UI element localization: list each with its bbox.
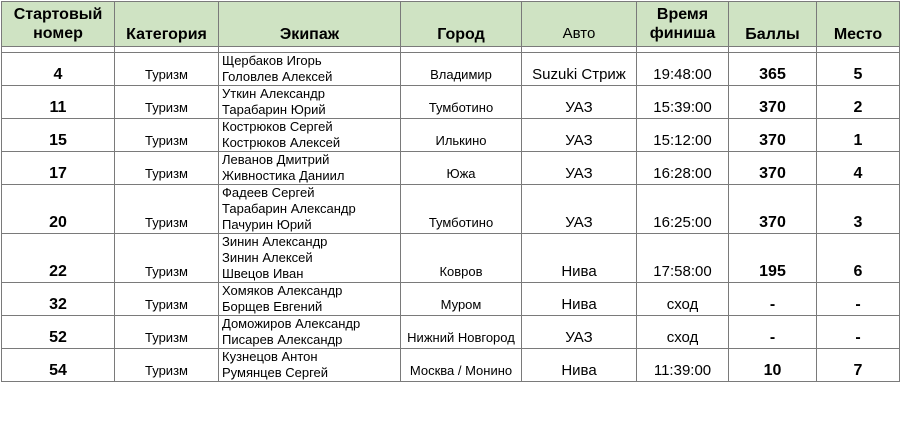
category-cell: Туризм (115, 349, 219, 382)
finish-time-cell: 16:25:00 (637, 185, 729, 234)
finish-time-cell: 19:48:00 (637, 53, 729, 86)
car-cell: УАЗ (522, 119, 637, 152)
finish-time-cell: сход (637, 283, 729, 316)
crew-member: Зинин Александр (222, 234, 328, 249)
points-cell: 195 (729, 234, 817, 283)
crew-member: Кострюков Алексей (222, 135, 341, 150)
city-cell: Москва / Монино (401, 349, 522, 382)
finish-time-cell: 15:39:00 (637, 86, 729, 119)
start-number-cell: 11 (2, 86, 115, 119)
crew-cell (219, 152, 401, 185)
header-car: Авто (522, 2, 637, 47)
header-finish-time: Время финиша (637, 2, 729, 47)
city-cell: Нижний Новгород (401, 316, 522, 349)
start-number-cell: 52 (2, 316, 115, 349)
table-row (2, 152, 900, 185)
header-place: Место (817, 2, 900, 47)
place-cell: 2 (817, 86, 900, 119)
city-cell: Владимир (401, 53, 522, 86)
category-cell: Туризм (115, 119, 219, 152)
place-cell: 3 (817, 185, 900, 234)
car-cell: Нива (522, 349, 637, 382)
crew-member: Уткин Александр (222, 86, 325, 101)
header-city: Город (401, 2, 522, 47)
table-row (2, 316, 900, 349)
table-row (2, 185, 900, 234)
crew-member: Борщев Евгений (222, 299, 323, 314)
crew-cell (219, 86, 401, 119)
city-cell: Илькино (401, 119, 522, 152)
crew-member: Кузнецов Антон (222, 349, 318, 364)
city-cell: Южа (401, 152, 522, 185)
table-row (2, 119, 900, 152)
place-cell: - (817, 316, 900, 349)
crew-cell (219, 234, 401, 283)
category-cell: Туризм (115, 152, 219, 185)
crew-cell (219, 316, 401, 349)
car-cell: УАЗ (522, 86, 637, 119)
start-number-cell: 54 (2, 349, 115, 382)
place-cell: 6 (817, 234, 900, 283)
table-row (2, 234, 900, 283)
finish-time-cell: 16:28:00 (637, 152, 729, 185)
crew-member: Живностика Даниил (222, 168, 345, 183)
points-cell: 10 (729, 349, 817, 382)
place-cell: - (817, 283, 900, 316)
crew-cell (219, 119, 401, 152)
crew-member: Швецов Иван (222, 266, 304, 281)
crew-member: Зинин Алексей (222, 250, 313, 265)
car-cell: УАЗ (522, 316, 637, 349)
crew-member: Щербаков Игорь (222, 53, 322, 68)
points-cell: 370 (729, 86, 817, 119)
points-cell: - (729, 316, 817, 349)
crew-member: Головлев Алексей (222, 69, 333, 84)
start-number-cell: 22 (2, 234, 115, 283)
start-number-cell: 15 (2, 119, 115, 152)
car-cell: УАЗ (522, 152, 637, 185)
category-cell: Туризм (115, 185, 219, 234)
crew-member: Пачурин Юрий (222, 217, 312, 232)
start-number-cell: 17 (2, 152, 115, 185)
crew-member: Писарев Александр (222, 332, 343, 347)
crew-member: Тарабарин Александр (222, 201, 356, 216)
points-cell: 370 (729, 119, 817, 152)
crew-cell (219, 53, 401, 86)
points-cell: 365 (729, 53, 817, 86)
crew-cell (219, 185, 401, 234)
crew-member: Леванов Дмитрий (222, 152, 330, 167)
start-number-cell: 20 (2, 185, 115, 234)
crew-member: Хомяков Александр (222, 283, 343, 298)
header-start-number: Стартовый номер (2, 2, 115, 47)
city-cell: Ковров (401, 234, 522, 283)
crew-member: Фадеев Сергей (222, 185, 315, 200)
category-cell: Туризм (115, 283, 219, 316)
crew-member: Доможиров Александр (222, 316, 361, 331)
city-cell: Тумботино (401, 185, 522, 234)
table-row (2, 53, 900, 86)
table-row (2, 283, 900, 316)
place-cell: 7 (817, 349, 900, 382)
crew-cell (219, 349, 401, 382)
city-cell: Муром (401, 283, 522, 316)
results-table (1, 1, 900, 382)
table-body (2, 47, 900, 382)
finish-time-cell: 15:12:00 (637, 119, 729, 152)
finish-time-cell: сход (637, 316, 729, 349)
category-cell: Туризм (115, 53, 219, 86)
table-row (2, 349, 900, 382)
header-category: Категория (115, 2, 219, 47)
crew-cell (219, 283, 401, 316)
car-cell: Нива (522, 283, 637, 316)
start-number-cell: 4 (2, 53, 115, 86)
car-cell: Suzuki Стриж (522, 53, 637, 86)
header-points: Баллы (729, 2, 817, 47)
header-crew: Экипаж (219, 2, 401, 47)
car-cell: УАЗ (522, 185, 637, 234)
table-header (2, 2, 900, 47)
points-cell: 370 (729, 152, 817, 185)
points-cell: - (729, 283, 817, 316)
car-cell: Нива (522, 234, 637, 283)
points-cell: 370 (729, 185, 817, 234)
category-cell: Туризм (115, 86, 219, 119)
place-cell: 1 (817, 119, 900, 152)
finish-time-cell: 17:58:00 (637, 234, 729, 283)
place-cell: 5 (817, 53, 900, 86)
city-cell: Тумботино (401, 86, 522, 119)
crew-member: Кострюков Сергей (222, 119, 333, 134)
finish-time-cell: 11:39:00 (637, 349, 729, 382)
crew-member: Румянцев Сергей (222, 365, 329, 380)
crew-member: Тарабарин Юрий (222, 102, 326, 117)
place-cell: 4 (817, 152, 900, 185)
category-cell: Туризм (115, 316, 219, 349)
category-cell: Туризм (115, 234, 219, 283)
start-number-cell: 32 (2, 283, 115, 316)
table-row (2, 86, 900, 119)
